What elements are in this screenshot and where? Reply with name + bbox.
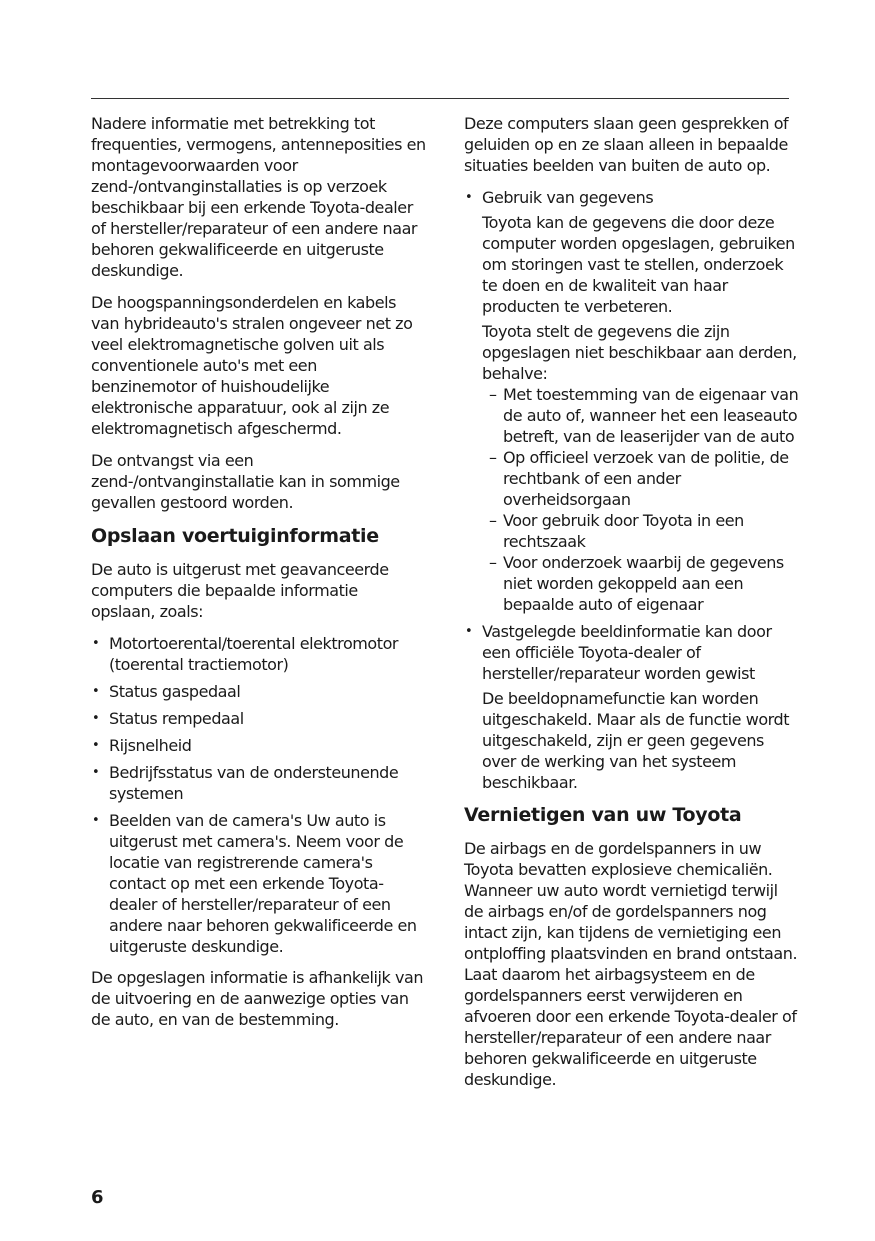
list-item-image-data	[464, 621, 799, 793]
list-item: – Voor onderzoek waarbij de gegevens niet worden gekoppeld aan een bepaalde auto of eigenaar	[489, 552, 799, 615]
paragraph-stored-info-dependency: De opgeslagen informatie is afhankelijk van de uitvoering en de aanwezige opties van de auto, en van de bestemming.	[91, 968, 424, 1029]
right-column	[464, 113, 799, 1101]
list-item-title: Vastgelegde beeldinformatie kan door een officiële Toyota-dealer of hersteller/reparateur worden gewist	[482, 622, 772, 683]
list-item: – Voor gebruik door Toyota in een rechtszaak	[489, 510, 799, 552]
paragraph-no-conversations: Deze computers slaan geen gesprekken of geluiden op en ze slaan alleen in bepaalde situaties beelden van buiten de auto op.	[464, 114, 789, 175]
list-item: – Met toestemming van de eigenaar van de auto of, wanneer het een leaseauto betreft, van de leaserijder van de auto	[489, 384, 799, 447]
disclosure-exceptions-list	[482, 384, 799, 615]
heading-vehicle-disposal: Vernietigen van uw Toyota	[464, 804, 742, 826]
list-item: • Status gaspedaal	[91, 681, 426, 702]
paragraph-high-voltage: De hoogspanningsonderdelen en kabels van hybrideauto's stralen ongeveer net zo veel elektromagnetische golven uit als conventionele auto's met een benzinemotor of huishoudelijke elektronische apparatuur, ook al zijn ze elektromagnetisch afgeschermd.	[91, 293, 413, 438]
stored-info-list	[91, 633, 426, 957]
top-divider	[91, 98, 789, 99]
paragraph-data-disclosure: Toyota stelt de gegevens die zijn opgeslagen niet beschikbaar aan derden, behalve:	[482, 322, 797, 383]
data-usage-list	[464, 187, 799, 793]
left-column	[91, 113, 426, 1041]
list-item: • Rijsnelheid	[91, 735, 426, 756]
list-item-title: Gebruik van gegevens	[482, 188, 654, 207]
page-number: 6	[91, 1187, 104, 1208]
list-item-data-usage	[464, 187, 799, 615]
paragraph-reception: De ontvangst via een zend-/ontvanginstallatie kan in sommige gevallen gestoord worden.	[91, 451, 400, 512]
heading-vehicle-data-storage: Opslaan voertuiginformatie	[91, 525, 379, 547]
list-item: • Bedrijfsstatus van de ondersteunende systemen	[91, 762, 426, 804]
list-item: • Beelden van de camera's Uw auto is uitgerust met camera's. Neem voor de locatie van registrerende camera's contact op met een erkende Toyota-dealer of hersteller/reparateur of een andere naar behoren gekwalificeerde en uitgeruste deskundige.	[91, 810, 426, 957]
paragraph-airbag-disposal: De airbags en de gordelspanners in uw Toyota bevatten explosieve chemicaliën. Wanneer uw auto wordt vernietigd terwijl de airbags en/of de gordelspanners nog intact zijn, kan tijdens de vernietiging een ontploffing plaatsvinden en brand ontstaan. Laat daarom het airbagsysteem en de gordelspanners eerst verwijderen en afvoeren door een erkende Toyota-dealer of hersteller/reparateur of een andere naar behoren gekwalificeerde en uitgeruste deskundige.	[464, 839, 798, 1089]
list-item: • Motortoerental/toerental elektromotor (toerental tractiemotor)	[91, 633, 426, 675]
paragraph-computers-intro: De auto is uitgerust met geavanceerde computers die bepaalde informatie opslaan, zoals:	[91, 560, 389, 621]
paragraph-data-usage-purpose: Toyota kan de gegevens die door deze computer worden opgeslagen, gebruiken om storingen vast te stellen, onderzoek te doen en de kwaliteit van haar producten te verbeteren.	[482, 213, 795, 316]
paragraph-recording-disable: De beeldopnamefunctie kan worden uitgeschakeld. Maar als de functie wordt uitgeschakeld, zijn er geen gegevens over de werking van het systeem beschikbaar.	[482, 689, 790, 792]
paragraph-frequency-info: Nadere informatie met betrekking tot frequenties, vermogens, antenneposities en montagevoorwaarden voor zend-/ontvanginstallaties is op verzoek beschikbaar bij een erkende Toyota-dealer of hersteller/reparateur of een andere naar behoren gekwalificeerde en uitgeruste deskundige.	[91, 114, 426, 280]
list-item: – Op officieel verzoek van de politie, de rechtbank of een ander overheidsorgaan	[489, 447, 799, 510]
list-item: • Status rempedaal	[91, 708, 426, 729]
